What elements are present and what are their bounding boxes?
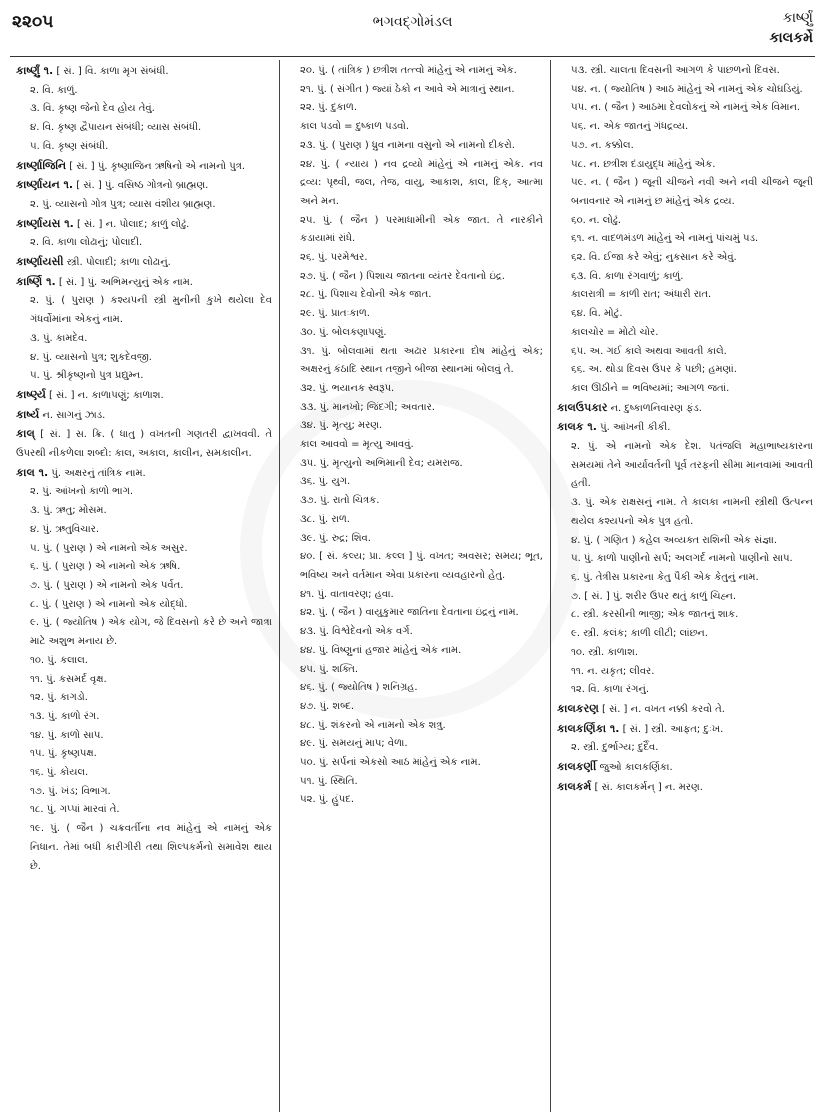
- entry-definition: ૫૫. ન. ( જૈન ) આઠમા દેવલોકનું એ નામનું એક વિમાન.: [571, 102, 801, 114]
- dictionary-headword-entry: [557, 418, 813, 438]
- entry-definition: ૫૭. ન. કક્કોલ.: [571, 139, 634, 151]
- dictionary-sense-entry: [286, 492, 543, 511]
- entry-definition: ૬. પું. ( પુરાણ ) એ નામનો એક ઋષિ.: [30, 561, 181, 573]
- dictionary-sense-entry: [16, 801, 272, 820]
- dictionary-sense-entry: [16, 100, 272, 119]
- entry-definition: સ્ત્રી. પોલાદી; કાળા લોઢાનું.: [66, 257, 171, 269]
- dictionary-sense-entry: [557, 174, 813, 211]
- dictionary-sense-entry: [16, 196, 272, 215]
- entry-definition: ૨. વિ. કાળું.: [30, 84, 78, 96]
- dictionary-sense-entry: [286, 735, 543, 754]
- entry-definition: [ સં. ] પું. કૃષ્ણાજિન ઋષિનો એ નામનો પુત્ર.: [69, 160, 246, 172]
- entry-definition: જુઓ કાલકર્ણિકા.: [599, 762, 673, 774]
- entry-definition: ૧૨. વિ. કાળા રંગનું.: [571, 684, 650, 696]
- entry-definition: ૪. પું. ઋતુવિચાર.: [30, 523, 100, 535]
- entry-definition: ૪૩. પું. વિશ્વેદેવનો એક વર્ગ.: [300, 626, 413, 638]
- dictionary-sense-entry: [557, 739, 813, 758]
- headword: કાર્ષ્ય: [16, 407, 40, 421]
- dictionary-headword-entry: [16, 406, 272, 426]
- entry-definition: ૫૮. ન. છત્રીશ દંડાયુદ્ધ માંહેનું એક.: [571, 158, 716, 170]
- dictionary-sense-entry: [286, 586, 543, 605]
- dictionary-sense-entry: [16, 689, 272, 708]
- dictionary-sense-entry: [286, 473, 543, 492]
- dictionary-sense-entry: [286, 604, 543, 623]
- dictionary-sense-entry: [557, 249, 813, 268]
- dictionary-sense-entry: [286, 99, 543, 118]
- column-2: [280, 62, 549, 1110]
- headword: કાર્ષ્ણાયસ ૧.: [16, 216, 74, 230]
- entry-definition: ૬૩. વિ. કાળા રંગવાળું; કાળું.: [571, 270, 684, 282]
- entry-definition: કાલ પડવો = દુષ્કાળ પડવો.: [300, 121, 410, 133]
- dictionary-sense-entry: [16, 577, 272, 596]
- entry-definition: ૧૭. પું. ખંડ; વિભાગ.: [30, 785, 111, 797]
- guide-word-first: કાર્ષ્ણું: [782, 10, 813, 26]
- headword: કાલઉપકાર: [557, 400, 608, 414]
- dictionary-sense-entry: [286, 268, 543, 287]
- entry-definition: ૪૭. પું. શબ્દ.: [300, 700, 354, 712]
- entry-definition: ૨૫. પું. ( જૈન ) પરમાધામીની એક જાત. તે નારકીને કડાયામાં રાંધે.: [300, 214, 543, 245]
- dictionary-sense-entry: [557, 286, 813, 305]
- headword: કાર્ષ્ણાજિનિ: [16, 158, 67, 172]
- dictionary-sense-entry: [286, 118, 543, 137]
- dictionary-headword-entry: [16, 386, 272, 406]
- entry-definition: ૫૨. પું. હુંપદ.: [300, 794, 355, 806]
- dictionary-sense-entry: [286, 455, 543, 474]
- guide-words: [769, 8, 813, 48]
- entry-definition: ૬૬. અ. થોડા દિવસ ઉપર કે પછી; હમણાં.: [571, 364, 737, 376]
- dictionary-sense-entry: [286, 661, 543, 680]
- entry-definition: ન. દુષ્કાળનિવારણ ફંડ.: [610, 402, 702, 414]
- entry-definition: ૫. પું. શ્રીકૃષ્ણનો પુત્ર પ્રદ્યુમ્ન.: [30, 370, 144, 382]
- dictionary-sense-entry: [557, 137, 813, 156]
- headword: કાલ ૧.: [16, 465, 49, 479]
- dictionary-sense-entry: [286, 698, 543, 717]
- entry-definition: ૪. પું. વ્યાસનો પુત્ર; શુકદેવજી.: [30, 351, 152, 363]
- entry-definition: ૪૪. પું. વિષ્ણુનાં હજાર માંહેનું એક નામ.: [300, 644, 462, 656]
- header-rule: [10, 56, 815, 57]
- entry-definition: ૧૯. પું. ( જૈન ) ચક્રવર્તીના નવ માંહેનું એ નામનું એક નિધાન. તેમાં બધી કારીગીરી તથા શિલ્પકર્મનો સમાવેશ થાય છે.: [30, 823, 272, 872]
- entry-definition: [ સં. ] વિ. કાળા મૃગ સંબંધી.: [56, 66, 169, 77]
- entry-definition: ૨૦. પું. ( તાંત્રિક ) છત્રીશ તત્ત્વો માંહેનું એ નામનું એક.: [300, 65, 517, 76]
- entry-definition: ૧૧. પું. કસમર્દ વૃક્ષ.: [30, 673, 107, 685]
- entry-definition: ૨. સ્ત્રી. દુર્ભાગ્ય; દુર્દૈવ.: [571, 742, 659, 754]
- headword: કાલકરણ: [557, 701, 599, 715]
- dictionary-sense-entry: [16, 502, 272, 521]
- dictionary-sense-entry: [16, 708, 272, 727]
- dictionary-sense-entry: [557, 156, 813, 175]
- dictionary-sense-entry: [557, 438, 813, 494]
- dictionary-sense-entry: [557, 625, 813, 644]
- entry-definition: પું. અક્ષરનું તાંત્રિક નામ.: [51, 467, 146, 479]
- dictionary-sense-entry: [16, 764, 272, 783]
- headword: કાર્ષ્ણ્ય: [16, 387, 46, 401]
- entry-definition: ૭. [ સં. ] પું. શરીર ઉપર થતું કાળું ચિહ્ન.: [571, 590, 737, 602]
- dictionary-sense-entry: [16, 596, 272, 615]
- entry-definition: ૪. વિ. કૃષ્ણ દ્વૈપાયન સંબંધી; વ્યાસ સંબંધી.: [30, 122, 202, 134]
- entry-definition: પું. આંખની કીકી.: [600, 422, 671, 434]
- entry-definition: ૮. સ્ત્રી. કરસીની ભાજી; એક જાતનું શાક.: [571, 609, 739, 621]
- entry-definition: ૧૧. ન. યકૃત; લીવર.: [571, 665, 655, 677]
- dictionary-sense-entry: [286, 249, 543, 268]
- dictionary-sense-entry: [557, 305, 813, 324]
- entry-definition: ૨૬. પું. પરમેશ્વર.: [300, 252, 368, 264]
- entry-definition: ૫૦. પું. સર્પનાં એકસો આઠ માંહેનું એક નામ.: [300, 757, 481, 769]
- entry-definition: ૨. પું. ( પુરાણ ) કશ્યપની સ્ત્રી મુનીની કુખે થયેલા દેવ ગંધર્વોમાંના એકનું નામ.: [30, 295, 272, 326]
- dictionary-sense-entry: [16, 119, 272, 138]
- column-1: [10, 62, 278, 1110]
- dictionary-headword-entry: [557, 720, 813, 740]
- dictionary-sense-entry: [16, 483, 272, 502]
- headword: કાલકર્ણી: [557, 760, 597, 774]
- dictionary-sense-entry: [16, 292, 272, 329]
- entry-definition: ૨૧. પું. ( સંગીત ) જ્યાં ઠેકો ન આવે એ માત્રાનું સ્થાન.: [300, 83, 515, 95]
- dictionary-sense-entry: [286, 436, 543, 455]
- entry-definition: ૬૫. અ. ગઈ કાલે અથવા આવતી કાલે.: [571, 345, 727, 357]
- dictionary-sense-entry: [557, 343, 813, 362]
- entry-definition: ૧૫. પું. કૃષ્ણપક્ષ.: [30, 748, 97, 760]
- page-header: [12, 8, 813, 54]
- dictionary-sense-entry: [557, 324, 813, 343]
- entry-definition: ૩૫. પું. મૃત્યુનો અભિમાની દેવ; યમરાજ.: [300, 457, 463, 469]
- entry-definition: ૬૧. ન. વાદળમંડળ માંહેનું એ નામનું પાંચમું પડ.: [571, 233, 759, 245]
- dictionary-sense-entry: [557, 644, 813, 663]
- entry-definition: ૫૧. પું. સ્થિતિ.: [300, 775, 358, 787]
- entry-definition: ૩૯. પું. રુદ્ર; શિવ.: [300, 532, 371, 544]
- entry-definition: ૭. પું. ( પુરાણ ) એ નામનો એક પર્વત.: [30, 579, 184, 591]
- dictionary-headword-entry: [557, 758, 813, 778]
- dictionary-sense-entry: [16, 614, 272, 651]
- dictionary-sense-entry: [286, 81, 543, 100]
- headword: કાર્ષ્ણાયસી: [16, 255, 64, 269]
- entry-definition: [ સં. ] પું. અભિમન્યુનું એક નામ.: [58, 276, 193, 288]
- dictionary-sense-entry: [557, 81, 813, 100]
- entry-definition: ૧૨. પું. કાગડો.: [30, 692, 88, 704]
- dictionary-sense-entry: [286, 754, 543, 773]
- entry-definition: કાલ આવવો = મૃત્યુ આવવું.: [300, 439, 414, 451]
- dictionary-sense-entry: [286, 548, 543, 585]
- dictionary-sense-entry: [557, 681, 813, 700]
- entry-definition: [ સં. કાલકર્મન્ ] ન. મરણ.: [594, 781, 703, 793]
- entry-definition: ૫૬. ન. એક જાતનું ગંધદ્રવ્ય.: [571, 121, 689, 133]
- entry-definition: ૮. પું. ( પુરાણ ) એ નામનો એક યોદ્ધો.: [30, 598, 188, 610]
- dictionary-headword-entry: [16, 62, 272, 82]
- dictionary-headword-entry: [16, 425, 272, 463]
- entry-definition: [ સં. ] ન. પોલાદ; કાળું લોઢું.: [77, 218, 190, 230]
- dictionary-headword-entry: [16, 157, 272, 177]
- entry-definition: ૫૩. સ્ત્રી. ચાલતા દિવસની આગળ કે પાછળનો દિવસ.: [571, 65, 780, 76]
- entry-definition: ૨૭. પું. ( જૈન ) પિશાચ જાતના વ્યંતર દેવતાનો ઇંદ્ર.: [300, 270, 505, 282]
- dictionary-headword-entry: [557, 700, 813, 720]
- dictionary-sense-entry: [557, 268, 813, 287]
- dictionary-sense-entry: [557, 606, 813, 625]
- dictionary-sense-entry: [557, 230, 813, 249]
- entry-definition: ૧૦. પું. કલાલ.: [30, 654, 88, 666]
- dictionary-sense-entry: [16, 745, 272, 764]
- entry-definition: ૧૬. પું. કોયલ.: [30, 767, 89, 779]
- headword: કાલ્: [16, 427, 35, 441]
- dictionary-sense-entry: [16, 671, 272, 690]
- dictionary-sense-entry: [286, 417, 543, 436]
- dictionary-headword-entry: [557, 399, 813, 419]
- dictionary-sense-entry: [16, 521, 272, 540]
- entry-definition: ૪. પું. ( ગણિત ) કહેલ અવ્યક્ત રાશિની એક સંજ્ઞા.: [571, 534, 777, 546]
- guide-word-last: કાલકર્મે: [769, 30, 813, 46]
- entry-definition: ૩. પું. એક રાક્ષસનું નામ. તે કાલકા નામની સ્ત્રીથી ઉત્પન્ન થયેલ કશ્યપનો એક પુત્ર હતો.: [571, 497, 813, 527]
- headword: કાર્ષ્ણિ ૧.: [16, 274, 56, 288]
- dictionary-sense-entry: [16, 138, 272, 157]
- entry-definition: ૩૭. પું. રાતો ચિત્રક.: [300, 495, 380, 507]
- dictionary-sense-entry: [286, 791, 543, 810]
- page-number: ૨૨૦૫: [12, 12, 54, 32]
- entry-definition: ૩૮. પું. રાળ.: [300, 513, 350, 525]
- dictionary-headword-entry: [16, 273, 272, 293]
- dictionary-sense-entry: [557, 361, 813, 380]
- dictionary-sense-entry: [557, 494, 813, 531]
- entry-definition: [ સં. ] સ્ત્રી. આફત; દુઃખ.: [622, 723, 724, 735]
- entry-definition: ૪૬. પું. ( જ્યોતિષ ) શનિગ્રહ.: [300, 682, 418, 694]
- dictionary-sense-entry: [557, 380, 813, 399]
- headword: કાલકર્ણિકા ૧.: [557, 721, 620, 735]
- entry-definition: ૪૫. પું. શક્તિ.: [300, 663, 359, 675]
- dictionary-sense-entry: [16, 783, 272, 802]
- entry-definition: ૨૮. પું. પિશાચ દેવોની એક જાત.: [300, 289, 432, 301]
- entry-definition: ૩૨. પું. ભયાનક સ્વરૂપ.: [300, 382, 395, 394]
- entry-definition: ન. સાગનું ઝાડ.: [42, 409, 106, 421]
- entry-definition: ૨૨. પું. દુકાળ.: [300, 102, 358, 114]
- dictionary-headword-entry: [16, 176, 272, 196]
- dictionary-sense-entry: [286, 305, 543, 324]
- dictionary-headword-entry: [16, 464, 272, 484]
- dictionary-sense-entry: [16, 367, 272, 386]
- dictionary-sense-entry: [286, 773, 543, 792]
- entry-definition: ૯. પું. ( જ્યોતિષ ) એક યોગ, જે દિવસનો કરે છે અને જાત્રા માટે અશુભ મનાય છે.: [30, 617, 272, 648]
- dictionary-sense-entry: [16, 652, 272, 671]
- dictionary-headword-entry: [557, 778, 813, 798]
- dictionary-sense-entry: [286, 623, 543, 642]
- entry-definition: ૬૪. વિ. મોટું.: [571, 308, 623, 320]
- headword: કાર્ષ્ણાયન ૧.: [16, 178, 74, 192]
- dictionary-sense-entry: [557, 212, 813, 231]
- headword: કાલકર્મ: [557, 779, 592, 793]
- entry-definition: ૬૦. ન. લોઢું.: [571, 214, 621, 226]
- entry-definition: ૩૧. પું. બોલવામાં થતા અઢાર પ્રકારના દોષ માંહેનું એક; અક્ષરનું કંઠાદિ સ્થાન તજીને બીજા સ્થાનમાં બોલવું તે.: [300, 345, 543, 376]
- dictionary-sense-entry: [557, 569, 813, 588]
- entry-definition: ૨૩. પું. ( પુરાણ ) ધ્રુવ નામના વસુનો એ નામનો દીકરો.: [300, 139, 515, 151]
- dictionary-sense-entry: [16, 727, 272, 746]
- entry-definition: ૩. પું. ઋતુ; મોસમ.: [30, 505, 107, 517]
- headword: કાલક ૧.: [557, 420, 597, 434]
- entry-definition: ૧૪. પું. કાળો સાપ.: [30, 729, 104, 741]
- dictionary-sense-entry: [286, 642, 543, 661]
- dictionary-sense-entry: [557, 588, 813, 607]
- dictionary-sense-entry: [286, 137, 543, 156]
- entry-definition: ૨. વિ. કાળા લોઢાનું; પોલાદી.: [30, 237, 143, 249]
- entry-definition: ૬. પું. તેત્રીસ પ્રકારના કેતુ પૈકી એક કેતુનું નામ.: [571, 571, 759, 583]
- dictionary-sense-entry: [286, 511, 543, 530]
- dictionary-sense-entry: [16, 82, 272, 101]
- entry-definition: [ સં. ] સ. ક્રિ. ( ધાતુ ) વખતની ગણતરી દ્વાખવવી. તે ઉપરથી નીકળેલા શબ્દો: કાલ, અકાલ, કાલીન, સમકાલીન.: [16, 429, 272, 460]
- dictionary-sense-entry: [557, 532, 813, 551]
- dictionary-sense-entry: [557, 550, 813, 569]
- dictionary-sense-entry: [286, 156, 543, 212]
- dictionary-sense-entry: [286, 399, 543, 418]
- entry-definition: ૨૯. પું. પ્રાતઃકાળ.: [300, 308, 370, 320]
- entry-definition: ૯. સ્ત્રી. કલંક; કાળી લીટી; લાંછન.: [571, 628, 708, 640]
- entry-definition: ૫૯. ન. ( જૈન ) જૂની ચીજને નવી અને નવી ચીજને જૂની બનાવનાર એ નામનું છ માંહેનું એક દ્રવ્ય.: [571, 177, 813, 207]
- dictionary-sense-entry: [286, 286, 543, 305]
- entry-definition: ૫૪. ન. ( જ્યોતિષ ) આઠ માંહેનું એ નામનું એક ચોઘડિયું.: [571, 83, 803, 95]
- dictionary-sense-entry: [16, 540, 272, 559]
- dictionary-sense-entry: [557, 663, 813, 682]
- entry-definition: ૩૬. પું. યુગ.: [300, 476, 351, 488]
- dictionary-sense-entry: [286, 324, 543, 343]
- entry-definition: ૫. વિ. કૃષ્ણ સંબંધી.: [30, 140, 109, 152]
- headword: કાર્ષ્ણું ૧.: [16, 64, 54, 77]
- dictionary-sense-entry: [557, 99, 813, 118]
- dictionary-sense-entry: [557, 118, 813, 137]
- entry-definition: ૩૪. પું. મૃત્યુ; મરણ.: [300, 420, 383, 432]
- dictionary-headword-entry: [16, 253, 272, 273]
- entry-definition: ૧૮. પું. ગપ્પાં મારવાં તે.: [30, 804, 120, 816]
- dictionary-sense-entry: [286, 679, 543, 698]
- column-3: [551, 62, 819, 1110]
- entry-definition: ૬૨. વિ. ઈજા કરે એવું; નુકસાન કરે એવું.: [571, 252, 737, 264]
- entry-definition: ૩૦. પું. બોલકણાપણું.: [300, 326, 387, 338]
- entry-definition: [ સં. ] પું. વસિષ્ઠ ગોત્રનો બ્રાહ્મણ.: [76, 180, 209, 192]
- dictionary-sense-entry: [286, 717, 543, 736]
- entry-definition: ૧૦. સ્ત્રી. કાળાશ.: [571, 646, 638, 658]
- dictionary-sense-entry: [16, 330, 272, 349]
- entry-definition: ૨. પું. આંખનો કાળો ભાગ.: [30, 486, 134, 498]
- page-title: ભગવદ્ગોમંડલ: [372, 14, 453, 30]
- entry-definition: ૨. પું. એ નામનો એક દેશ. પતંજલિ મહાભાષ્યકારના સમયમાં તેને આર્યાવર્તની પૂર્વ તરફની સીમા માનવામાં આવતી હતી.: [571, 441, 813, 490]
- entry-definition: ૩. પું. કામદેવ.: [30, 332, 88, 344]
- entry-definition: ૪૨. પું. ( જૈન ) વાયુકુમાર જાતિના દેવતાના ઇંદ્રનું નામ.: [300, 607, 519, 619]
- dictionary-sense-entry: [16, 820, 272, 876]
- dictionary-sense-entry: [286, 343, 543, 380]
- dictionary-sense-entry: [286, 212, 543, 249]
- entry-definition: ૪૧. પું. વાતાવરણ; હવા.: [300, 588, 394, 600]
- entry-definition: ૪૮. પું. શંકરનો એ નામનો એક શત્રુ.: [300, 719, 446, 731]
- dictionary-sense-entry: [286, 530, 543, 549]
- dictionary-sense-entry: [557, 62, 813, 81]
- entry-definition: ૪૯. પું. સમયનું માપ; વેળા.: [300, 738, 408, 750]
- dictionary-sense-entry: [286, 62, 543, 81]
- entry-definition: ૩. વિ. કૃષ્ણ જેનો દેવ હોય તેવું.: [30, 103, 155, 115]
- entry-definition: ૨. પું. વ્યાસનો ગોત્ર પુત્ર; વ્યાસ વંશીય બ્રાહ્મણ.: [30, 198, 216, 210]
- entry-definition: ૪૦. [ સં. કલ્ય; પ્રા. કલ્લ ] પું. વખત; અવસર; સમય; ભૂત, ભવિષ્ય અને વર્તમાન એવા પ્રકારના વ્યવહારનો હેતુ.: [300, 551, 543, 581]
- entry-definition: કાલરાત્રી = કાળી રાત; અંધારી રાત.: [571, 289, 712, 301]
- dictionary-sense-entry: [286, 380, 543, 399]
- entry-definition: ૧૩. પું. કાળો રંગ.: [30, 710, 100, 722]
- dictionary-sense-entry: [16, 234, 272, 253]
- entry-definition: ૫. પું. ( પુરાણ ) એ નામનો એક અસુર.: [30, 542, 188, 554]
- entry-definition: [ સં. ] ન. કાળાપણું; કાળાશ.: [49, 389, 164, 401]
- entry-definition: ૨૪. પું. ( ન્યાય ) નવ દ્રવ્યો માંહેનું એ નામનું એક. નવ દ્રવ્ય: પૃથ્વી, જલ, તેજ, વાયુ, આકાશ, કાલ, દિક્, આત્મા અને મન.: [300, 158, 543, 207]
- entry-definition: ૩૩. પું. માનખો; જિંદગી; અવતાર.: [300, 401, 435, 413]
- entry-definition: કાલચોર = મોટો ચોર.: [571, 326, 659, 338]
- entry-definition: [ સં. ] ન. વખત નક્કી કરવો તે.: [602, 703, 725, 715]
- dictionary-headword-entry: [16, 215, 272, 235]
- entry-definition: ૫. પું. કાળો પાણીનો સર્પ; અલગર્દ નામનો પાણીનો સાપ.: [571, 553, 793, 565]
- dictionary-sense-entry: [16, 349, 272, 368]
- entry-definition: કાલ ઊઠીને = ભવિષ્યમાં; આગળ જતાં.: [571, 382, 730, 394]
- dictionary-sense-entry: [16, 558, 272, 577]
